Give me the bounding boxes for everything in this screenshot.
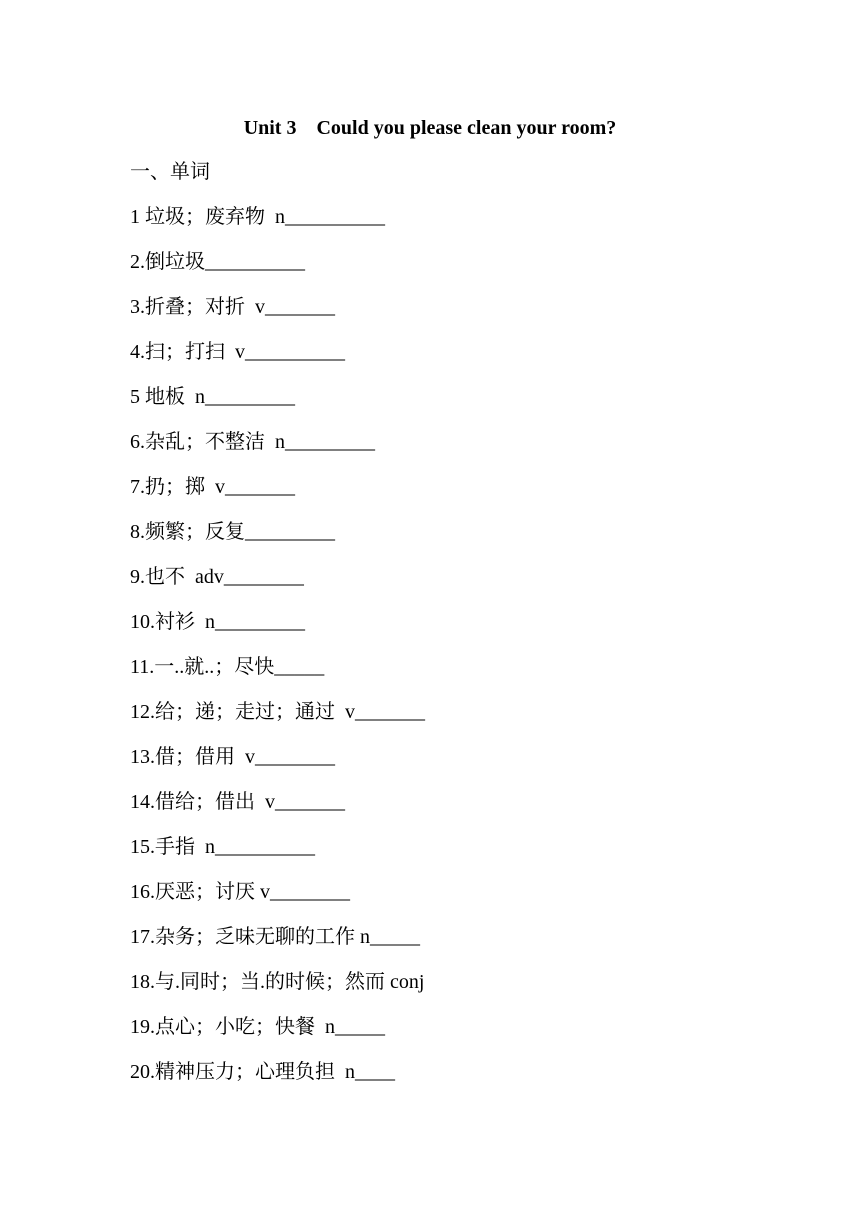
vocab-item: 20.精神压力；心理负担 n____ — [130, 1061, 395, 1083]
vocab-item: 18.与.同时；当.的时候；然而 conj — [130, 971, 425, 993]
vocabulary-list — [130, 203, 425, 1103]
vocab-item: 12.给；递；走过；通过 v_______ — [130, 701, 425, 723]
vocab-item: 17.杂务；乏味无聊的工作 n_____ — [130, 926, 420, 948]
vocab-item: 14.借给；借出 v_______ — [130, 791, 345, 813]
vocab-item: 4.扫；打扫 v__________ — [130, 341, 345, 363]
vocab-item: 1 垃圾；废弃物 n__________ — [130, 206, 385, 228]
vocab-item: 2.倒垃圾__________ — [130, 251, 305, 273]
vocab-item: 5 地板 n_________ — [130, 386, 295, 408]
vocab-item: 13.借；借用 v________ — [130, 746, 335, 768]
vocab-item: 19.点心；小吃；快餐 n_____ — [130, 1016, 385, 1038]
vocab-item: 8.频繁；反复_________ — [130, 521, 335, 543]
vocab-item: 15.手指 n__________ — [130, 836, 315, 858]
vocab-item: 3.折叠；对折 v_______ — [130, 296, 335, 318]
vocab-item: 11.一..就..；尽快_____ — [130, 656, 325, 678]
vocab-item: 16.厌恶；讨厌 v________ — [130, 881, 350, 903]
section-heading: 一、单词 — [130, 161, 210, 183]
vocab-item: 7.扔；掷 v_______ — [130, 476, 295, 498]
vocab-item: 9.也不 adv________ — [130, 566, 304, 588]
document-title: Unit 3 Could you please clean your room? — [243, 117, 617, 139]
vocab-item: 10.衬衫 n_________ — [130, 611, 305, 633]
vocab-item: 6.杂乱；不整洁 n_________ — [130, 431, 375, 453]
